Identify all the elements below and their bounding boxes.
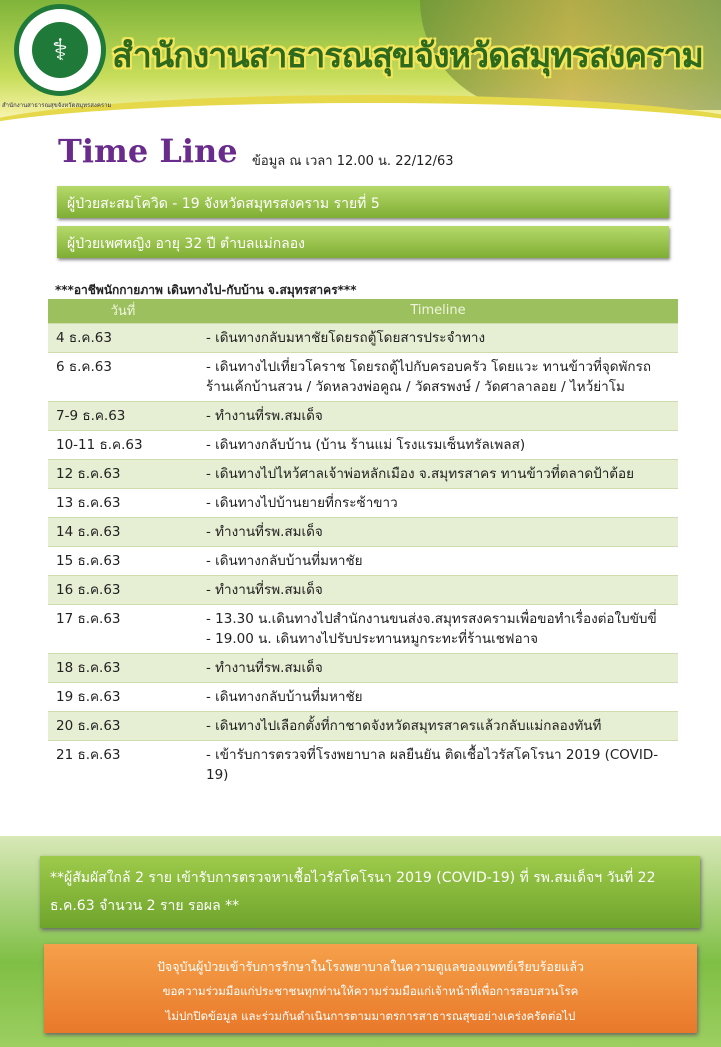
timeline-event: - เดินทางไปเที่ยวโคราช โดยรถตู้ไปกับครอบครัว โดยแวะ ทานข้าวที่จุดพักรถร้านเค้กบ้านสวน / วัดหลวงพ่อคูณ / วัดสรพงษ์ / วัดศาลาลอย / ไหว้ย่าโม <box>206 358 652 395</box>
timeline-event: - ทำงานที่รพ.สมเด็จ <box>206 659 323 676</box>
row-date: 4 ธ.ค.63 <box>48 323 198 352</box>
timeline-event: - เข้ารับการตรวจที่โรงพยาบาล ผลยืนยัน ติดเชื้อไวรัสโคโรนา 2019 (COVID-19) <box>206 746 659 783</box>
row-events <box>198 575 678 604</box>
row-date: 21 ธ.ค.63 <box>48 740 198 789</box>
timeline-event: - ทำงานที่รพ.สมเด็จ <box>206 581 323 598</box>
row-date: 18 ธ.ค.63 <box>48 653 198 682</box>
row-date: 13 ธ.ค.63 <box>48 488 198 517</box>
row-date: 6 ธ.ค.63 <box>48 352 198 401</box>
table-row <box>48 323 678 352</box>
row-date: 16 ธ.ค.63 <box>48 575 198 604</box>
row-events <box>198 401 678 430</box>
announcement-box <box>44 944 697 1033</box>
row-events <box>198 352 678 401</box>
table-row <box>48 517 678 546</box>
row-events <box>198 682 678 711</box>
row-date: 20 ธ.ค.63 <box>48 711 198 740</box>
row-events <box>198 711 678 740</box>
case-label: ผู้ป่วยสะสมโควิด - 19 จังหวัดสมุทรสงคราม รายที่ 5 <box>57 186 669 218</box>
row-date: 10-11 ธ.ค.63 <box>48 430 198 459</box>
caduceus-icon: ⚕ <box>32 22 88 78</box>
close-contacts-notice: **ผู้สัมผัสใกล้ 2 ราย เข้ารับการตรวจหาเชื้อไวรัสโคโรนา 2019 (COVID-19) ที่ รพ.สมเด็จฯ วันที่ 22 ธ.ค.63 จำนวน 2 ราย รอผล ** <box>40 856 700 928</box>
table-row <box>48 546 678 575</box>
timeline-event: - เดินทางกลับบ้านที่มหาชัย <box>206 688 363 705</box>
table-row <box>48 740 678 789</box>
announcement-line: ปัจจุบันผู้ป่วยเข้ารับการรักษาในโรงพยาบาลในความดูแลของแพทย์เรียบร้อยแล้ว <box>156 959 585 974</box>
table-row <box>48 653 678 682</box>
table-row <box>48 575 678 604</box>
column-header-timeline: Timeline <box>198 299 678 323</box>
row-date: 14 ธ.ค.63 <box>48 517 198 546</box>
ministry-logo <box>14 4 106 96</box>
timeline-event: - ทำงานที่รพ.สมเด็จ <box>206 523 323 540</box>
table-row <box>48 430 678 459</box>
row-events <box>198 546 678 575</box>
as-of-timestamp: ข้อมูล ณ เวลา 12.00 น. 22/12/63 <box>252 154 454 169</box>
row-date: 12 ธ.ค.63 <box>48 459 198 488</box>
timeline-event: - เดินทางกลับมหาชัยโดยรถตู้โดยสารประจำทาง <box>206 329 486 346</box>
table-row <box>48 682 678 711</box>
table-row <box>48 459 678 488</box>
row-events <box>198 517 678 546</box>
timeline-event: - ทำงานที่รพ.สมเด็จ <box>206 407 323 424</box>
timeline-event: - เดินทางไปเลือกตั้งที่กาชาดจังหวัดสมุทรสาครแล้วกลับแม่กลองทันที <box>206 717 602 734</box>
org-small-caption: สำนักงานสาธารณสุขจังหวัดสมุทรสงคราม <box>2 102 112 109</box>
row-date: 7-9 ธ.ค.63 <box>48 401 198 430</box>
announcement-line: ขอความร่วมมือแก่ประชาชนทุกท่านให้ความร่วมมือแก่เจ้าหน้าที่เพื่อการสอบสวนโรค <box>162 984 579 998</box>
timeline-event: - 13.30 น.เดินทางไปสำนักงานขนส่งจ.สมุทรสงครามเพื่อขอทำเรื่องต่อใบขับขี่ <box>206 610 657 627</box>
row-events <box>198 323 678 352</box>
timeline-table <box>48 299 678 789</box>
occupation-note: ***อาชีพนักกายภาพ เดินทางไป-กับบ้าน จ.สมุทรสาคร*** <box>55 283 357 297</box>
timeline-event: - 19.00 น. เดินทางไปรับประทานหมูกระทะที่ร้านเชฟอาจ <box>206 630 539 647</box>
row-events <box>198 459 678 488</box>
row-date: 19 ธ.ค.63 <box>48 682 198 711</box>
timeline-event: - เดินทางไปไหว้ศาลเจ้าพ่อหลักเมือง จ.สมุทรสาคร ทานข้าวที่ตลาดป้าต้อย <box>206 465 635 482</box>
table-row <box>48 711 678 740</box>
table-row <box>48 352 678 401</box>
page-title: Time Line <box>58 132 238 170</box>
row-events <box>198 653 678 682</box>
header-banner <box>0 0 721 140</box>
row-events <box>198 604 678 653</box>
table-row <box>48 604 678 653</box>
row-date: 17 ธ.ค.63 <box>48 604 198 653</box>
timeline-event: - เดินทางกลับบ้าน (บ้าน ร้านแม่ โรงแรมเซ็นทรัลเพลส) <box>206 436 526 453</box>
patient-label: ผู้ป่วยเพศหญิง อายุ 32 ปี ตำบลแม่กลอง <box>57 226 669 258</box>
table-row <box>48 401 678 430</box>
column-header-date: วันที่ <box>48 299 198 323</box>
timeline-event: - เดินทางไปบ้านยายที่กระซ้าขาว <box>206 494 398 511</box>
table-row <box>48 488 678 517</box>
announcement-line: ไม่ปกปิดข้อมูล และร่วมกันดำเนินการตามมาตรการสาธารณสุขอย่างเคร่งครัดต่อไป <box>165 1009 576 1023</box>
row-events <box>198 430 678 459</box>
row-events <box>198 740 678 789</box>
timeline-event: - เดินทางกลับบ้านที่มหาชัย <box>206 552 363 569</box>
row-events <box>198 488 678 517</box>
organization-name: สำนักงานสาธารณสุขจังหวัดสมุทรสงคราม <box>112 36 703 76</box>
row-date: 15 ธ.ค.63 <box>48 546 198 575</box>
